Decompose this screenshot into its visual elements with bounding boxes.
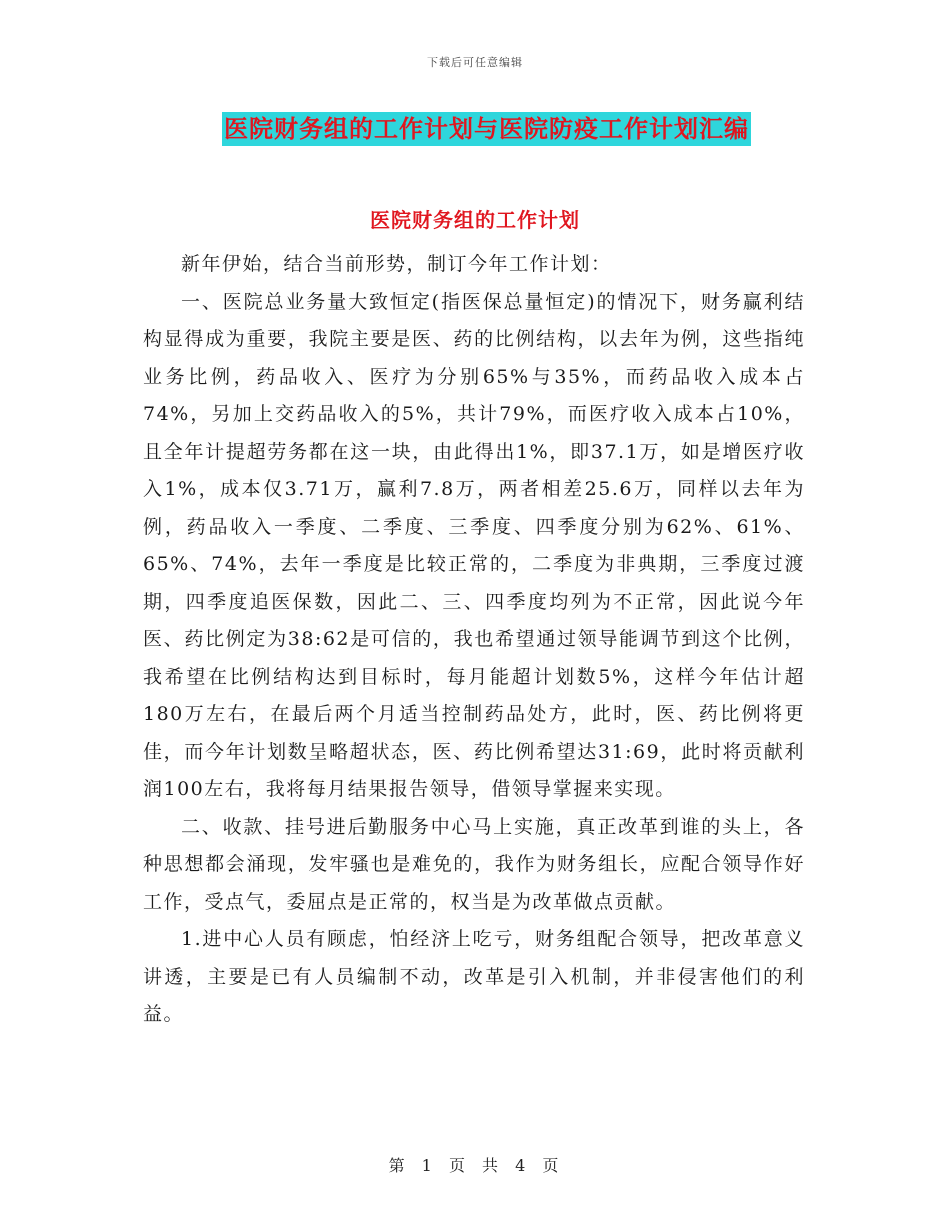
page-number: 第 1 页 共 4 页 [388, 1156, 562, 1175]
header-note: 下载后可任意编辑 [427, 56, 523, 69]
paragraph-one: 一、医院总业务量大致恒定(指医保总量恒定)的情况下，财务赢利结构显得成为重要，我院主要是医、药的比例结构，以去年为例，这些指纯业务比例，药品收入、医疗为分别65%与35%，而药品收入成本占74%，另加上交药品收入的5%，共计79%，而医疗收入成本占10%，且全年计提超劳务都在这一块，由此得出1%，即37.1万，如是增医疗收入1%，成本仅3.71万，赢利7.8万，两者相差25.6万，同样以去年为例，药品收入一季度、二季度、三季度、四季度分别为62%、61%、65%、74%，去年一季度是比较正常的，二季度为非典期，三季度过渡期，四季度追医保数，因此二、三、四季度均列为不正常，因此说今年医、药比例定为38:62是可信的，我也希望通过领导能调节到这个比例，我希望在比例结构达到目标时，每月能超计划数5%，这样今年估计超180万左右，在最后两个月适当控制药品处方，此时，医、药比例将更佳，而今年计划数呈略超状态，医、药比例希望达31:69，此时将贡献利润100左右，我将每月结果报告领导，借领导掌握来实现。 [143, 290, 805, 800]
paragraph-intro: 新年伊始，结合当前形势，制订今年工作计划： [181, 253, 612, 275]
document-title: 医院财务组的工作计划与医院防疫工作计划汇编 [222, 112, 751, 146]
paragraph-two: 二、收款、挂号进后勤服务中心马上实施，真正改革到谁的头上，各种思想都会涌现，发牢骚也是难免的，我作为财务组长，应配合领导作好工作，受点气，委屈点是正常的，权当是为改革做点贡献。 [143, 815, 805, 913]
paragraph-item-one: 1.进中心人员有顾虑，怕经济上吃亏，财务组配合领导，把改革意义讲透，主要是已有人员编制不动，改革是引入机制，并非侵害他们的利益。 [143, 928, 805, 1025]
section-title: 医院财务组的工作计划 [370, 208, 580, 232]
document-body [143, 246, 805, 1034]
